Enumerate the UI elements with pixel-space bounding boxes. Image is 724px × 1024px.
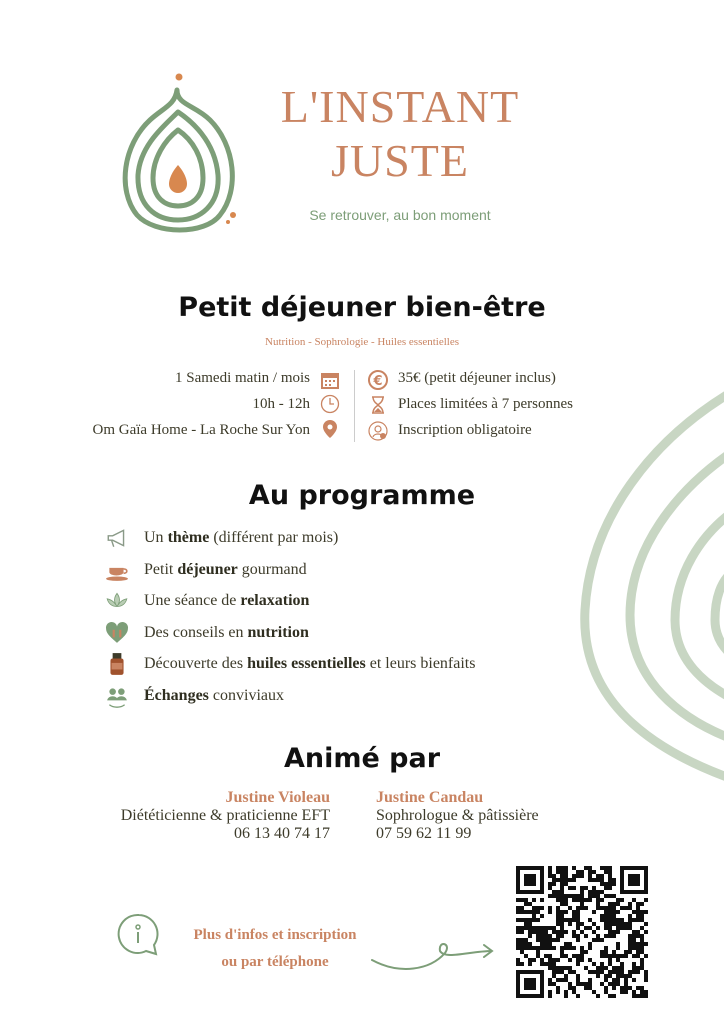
- detail-hours: [253, 396, 311, 413]
- hourglass-icon: [368, 395, 388, 415]
- cta-line-2: ou par téléphone: [221, 954, 329, 970]
- info-bubble-icon: [116, 912, 162, 958]
- oil-bottle-icon: [100, 652, 134, 676]
- host-role: Diététicienne & praticienne EFT: [120, 807, 330, 824]
- megaphone-icon: [100, 526, 134, 550]
- programme-item-text: [144, 655, 475, 673]
- lotus-icon: [100, 589, 134, 613]
- programme-item-bold: thème: [167, 529, 210, 546]
- detail-text: 10h - 12h: [252, 396, 310, 412]
- cta-text: [170, 922, 380, 976]
- coffee-cup-icon: [100, 558, 134, 582]
- hosts-title: Animé par: [283, 743, 441, 774]
- programme-item-post: conviviaux: [208, 687, 284, 704]
- programme-item-text: [144, 592, 309, 610]
- host-phone: 06 13 40 74 17: [234, 825, 330, 842]
- host-phone: 07 59 62 11 99: [376, 825, 472, 842]
- programme-item-text: [144, 687, 284, 705]
- cta-line-1: Plus d'infos et inscription: [193, 927, 357, 943]
- host-candau: [376, 789, 539, 843]
- programme-item-pre: Petit: [144, 560, 178, 578]
- tagline: Se retrouver, au bon moment: [309, 207, 491, 223]
- divider: [354, 370, 355, 442]
- programme-item-pre: Découverte des: [144, 655, 248, 673]
- host-name: Justine Candau: [376, 789, 484, 806]
- programme-item-pre: Un: [144, 529, 168, 546]
- host-name: Justine Violeau: [225, 789, 330, 806]
- logo-icon: [115, 70, 245, 245]
- detail-text: Om Gaïa Home - La Roche Sur Yon: [92, 422, 310, 438]
- brand-name: [270, 80, 530, 188]
- detail-location: [93, 422, 310, 439]
- programme-item-bold: huiles essentielles: [247, 655, 366, 673]
- svg-text:€: €: [373, 374, 383, 389]
- programme-item-bold: Échanges: [144, 687, 209, 704]
- programme-item: [100, 589, 309, 613]
- programme-title: Au programme: [248, 480, 476, 511]
- programme-item-pre: Des conseils en: [144, 623, 248, 641]
- programme-item-bold: déjeuner: [177, 560, 238, 578]
- decorative-swirl: [560, 380, 724, 800]
- heart-food-icon: [100, 621, 134, 645]
- programme-item-post: gourmand: [237, 560, 307, 578]
- programme-item-text: [144, 561, 307, 579]
- euro-icon: [368, 370, 388, 390]
- programme-item-bold: relaxation: [240, 592, 310, 610]
- clock-icon: [320, 394, 340, 414]
- programme-item-pre: Une séance de: [144, 592, 241, 610]
- arrow-icon: [370, 935, 500, 975]
- location-pin-icon: [320, 419, 340, 439]
- programme-item-post: (différent par mois): [209, 529, 339, 546]
- programme-item: [100, 621, 309, 645]
- detail-registration: [398, 422, 532, 439]
- host-role: Sophrologue & pâtissière: [376, 807, 539, 824]
- detail-price: [398, 370, 556, 387]
- programme-item-bold: nutrition: [247, 623, 309, 641]
- programme-item-text: [144, 624, 309, 642]
- host-violeau: [121, 789, 330, 843]
- detail-text: Inscription obligatoire: [398, 422, 532, 438]
- programme-item: [100, 558, 307, 582]
- programme-item: [100, 684, 284, 708]
- qr-code[interactable]: [516, 866, 648, 998]
- event-title: Petit déjeuner bien-être: [178, 292, 546, 323]
- detail-text: 1 Samedi matin / mois: [175, 370, 310, 386]
- brand-line-2: JUSTE: [331, 135, 469, 186]
- brand-line-1: L'INSTANT: [280, 81, 520, 132]
- programme-item: [100, 526, 338, 550]
- calendar-icon: [320, 370, 340, 390]
- detail-schedule: [175, 370, 310, 387]
- detail-places: [398, 396, 573, 413]
- detail-text: Places limitées à 7 personnes: [398, 396, 573, 412]
- event-subtitle: Nutrition - Sophrologie - Huiles essentielles: [265, 336, 459, 348]
- qr-pattern: [516, 866, 648, 998]
- people-exchange-icon: [100, 684, 134, 708]
- programme-item: [100, 652, 475, 676]
- detail-text: 35€ (petit déjeuner inclus): [398, 370, 556, 386]
- user-check-icon: [368, 421, 388, 441]
- programme-item-post: et leurs bienfaits: [365, 655, 476, 673]
- programme-item-text: [144, 529, 338, 547]
